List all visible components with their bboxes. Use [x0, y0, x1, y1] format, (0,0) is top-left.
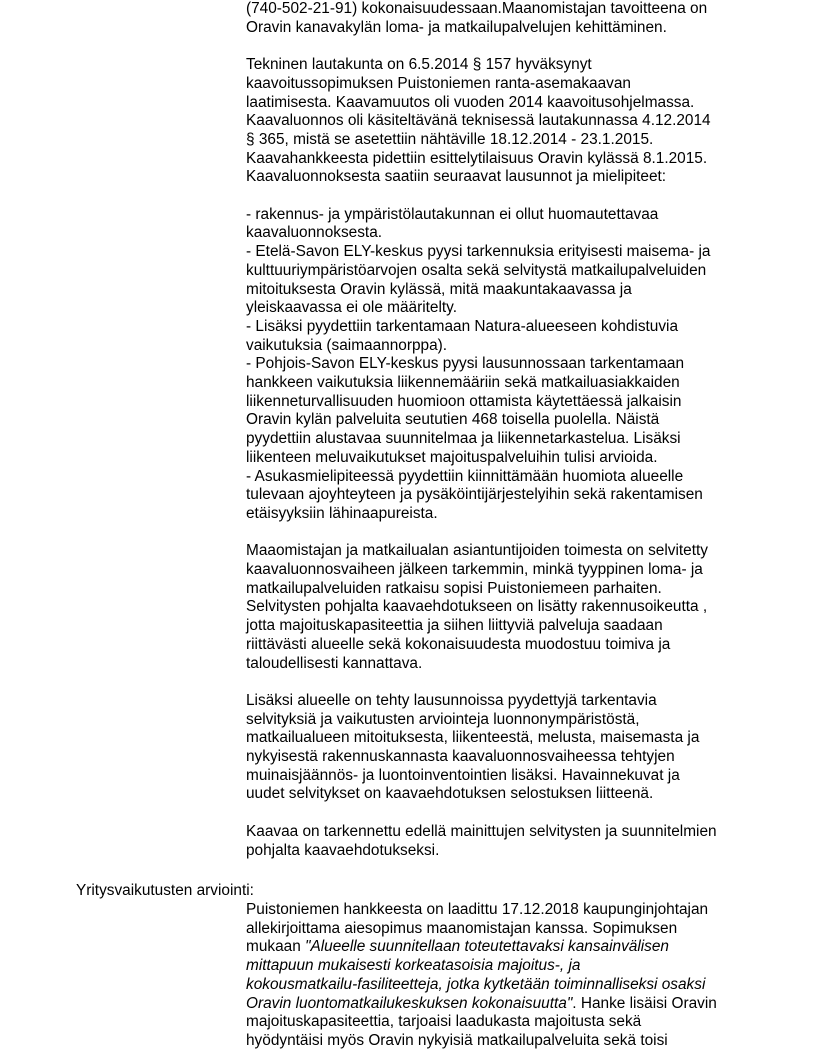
paragraph-technical-board: [246, 56, 746, 187]
text-line: - Asukasmielipiteessä pyydettiin kiinnittämään huomiota alueelle: [246, 467, 684, 485]
paragraph-plan-refined: [246, 823, 746, 860]
text-line: hankkeen vaikutuksia liikennemääriin sekä matkailuasiakkaiden: [246, 374, 680, 392]
text-line: pohjalta kaavaehdotukseksi.: [246, 841, 440, 859]
text-line: matkailualueen mitoituksesta, liikenteestä, melusta, maisemasta ja: [246, 729, 700, 747]
section-body: [246, 901, 746, 1051]
text-line: Kaavaluonnos oli käsiteltävänä teknisessä lautakunnassa 4.12.2014: [246, 112, 711, 130]
text-line: (740-502-21-91) kokonaisuudessaan.Maanomistajan tavoitteena on: [246, 0, 708, 17]
text-line: [246, 995, 746, 1014]
text-line: liikenteen meluvaikutukset majoituspalveluihin tulisi arvioida.: [246, 448, 658, 466]
text-span: . Hanke lisäisi Oravin: [572, 994, 717, 1012]
text-line: tulevaan ajoyhteyteen ja pysäköintijärjestelyihin sekä rakentamisen: [246, 486, 703, 504]
text-line: taloudellisesti kannattava.: [246, 654, 423, 672]
text-line: hyödyntäisi myös Oravin nykyisiä matkailupalveluita sekä toisi: [246, 1031, 668, 1049]
text-line: - Pohjois-Savon ELY-keskus pyysi lausunnossaan tarkentamaan: [246, 355, 685, 373]
text-line: liikenneturvallisuuden huomioon ottamista käytettäessä jalkaisin: [246, 392, 682, 410]
text-line: jotta majoituskapasiteettia ja siihen liittyviä palveluja saadaan: [246, 617, 663, 635]
body-text-column: [246, 0, 746, 860]
text-line: Lisäksi alueelle on tehty lausunnoissa pyydettyjä tarkentavia: [246, 691, 657, 709]
paragraph-landowner-study: [246, 542, 746, 673]
text-line: kaavoitussopimuksen Puistoniemen ranta-asemakaavan: [246, 74, 631, 92]
text-line: riittävästi alueelle sekä kokonaisuudesta muodostuu toimiva ja: [246, 635, 671, 653]
text-line: yleiskaavassa ei ole määritelty.: [246, 299, 457, 317]
text-line: pyydettiin alustavaa suunnitelmaa ja liikennetarkastelua. Lisäksi: [246, 430, 681, 448]
text-line: uudet selvitykset on kaavaehdotuksen selostuksen liitteenä.: [246, 785, 654, 803]
text-line: Puistoniemen hankkeesta on laadittu 17.12.2018 kaupunginjohtajan: [246, 901, 709, 918]
text-line: - Lisäksi pyydettiin tarkentamaan Natura-alueeseen kohdistuvia: [246, 317, 679, 335]
paragraph-intro: [246, 0, 746, 37]
text-line: etäisyyksiin lähinaapureista.: [246, 504, 438, 522]
quote-text: mittapuun mukaisesti korkeatasoisia majoitus-, ja: [246, 957, 581, 975]
text-line: allekirjoittama aiesopimus maanomistajan kanssa. Sopimuksen: [246, 919, 678, 937]
text-line: mitoituksesta Oravin kylässä, mitä maakuntakaavassa ja: [246, 280, 632, 298]
text-line: § 365, mistä se asetettiin nähtäville 18.12.2014 - 23.1.2015.: [246, 130, 654, 148]
text-line: nykyisestä rakennuskannasta kaavaluonnosvaiheessa tehtyjen: [246, 748, 675, 766]
text-line: vaikutuksia (saimaannorppa).: [246, 336, 448, 354]
text-line: Selvitysten pohjalta kaavaehdotukseen on lisätty rakennusoikeutta ,: [246, 598, 708, 616]
text-line: Maaomistajan ja matkailualan asiantuntijoiden toimesta on selvitetty: [246, 542, 708, 560]
quote-text: Oravin luontomatkailukeskuksen kokonaisuutta": [246, 994, 573, 1012]
text-line: Kaavahankkeesta pidettiin esittelytilaisuus Oravin kylässä 8.1.2015.: [246, 149, 708, 167]
text-line: Oravin kylän palveluita seututien 468 toisella puolella. Näistä: [246, 411, 660, 429]
text-line: kaavaluonnosvaiheen jälkeen tarkemmin, minkä tyyppinen loma- ja: [246, 561, 703, 579]
text-line: Tekninen lautakunta on 6.5.2014 § 157 hyväksynyt: [246, 56, 592, 74]
text-line: matkailupalveluiden ratkaisu sopisi Puistoniemeen parhaiten.: [246, 579, 662, 597]
text-line: - rakennus- ja ympäristölautakunnan ei ollut huomautettavaa: [246, 205, 659, 223]
paragraph-statements-list: [246, 206, 746, 524]
text-line: Kaavaa on tarkennettu edellä mainittujen selvitysten ja suunnitelmien: [246, 822, 717, 840]
text-line: Kaavaluonnoksesta saatiin seuraavat lausunnot ja mielipiteet:: [246, 168, 667, 186]
text-line: Oravin kanavakylän loma- ja matkailupalvelujen kehittäminen.: [246, 18, 667, 36]
text-line: laatimisesta. Kaavamuutos oli vuoden 2014 kaavoitusohjelmassa.: [246, 93, 695, 111]
text-line: - Etelä-Savon ELY-keskus pyysi tarkennuksia erityisesti maisema- ja: [246, 243, 711, 261]
text-line: selvityksiä ja vaikutusten arviointeja luonnonympäristöstä,: [246, 710, 640, 728]
paragraph-additional-studies: [246, 692, 746, 804]
text-line: kaavaluonnoksesta.: [246, 224, 383, 242]
text-line: muinaisjäännös- ja luontoinventointien lisäksi. Havainnekuvat ja: [246, 766, 680, 784]
text-line: [246, 938, 746, 957]
text-span: mukaan: [246, 938, 306, 956]
section-heading: Yritysvaikutusten arviointi:: [76, 882, 254, 899]
quote-text: "Alueelle suunnitellaan toteutettavaksi kansainvälisen: [305, 938, 669, 956]
quote-text: kokousmatkailu-fasiliteetteja, jotka kytketään toiminnalliseksi osaksi: [246, 975, 706, 993]
text-line: kulttuuriympäristöarvojen osalta sekä selvitystä matkailupalveluiden: [246, 261, 707, 279]
text-line: majoituskapasiteettia, tarjoaisi laadukasta majoitusta sekä: [246, 1013, 642, 1031]
